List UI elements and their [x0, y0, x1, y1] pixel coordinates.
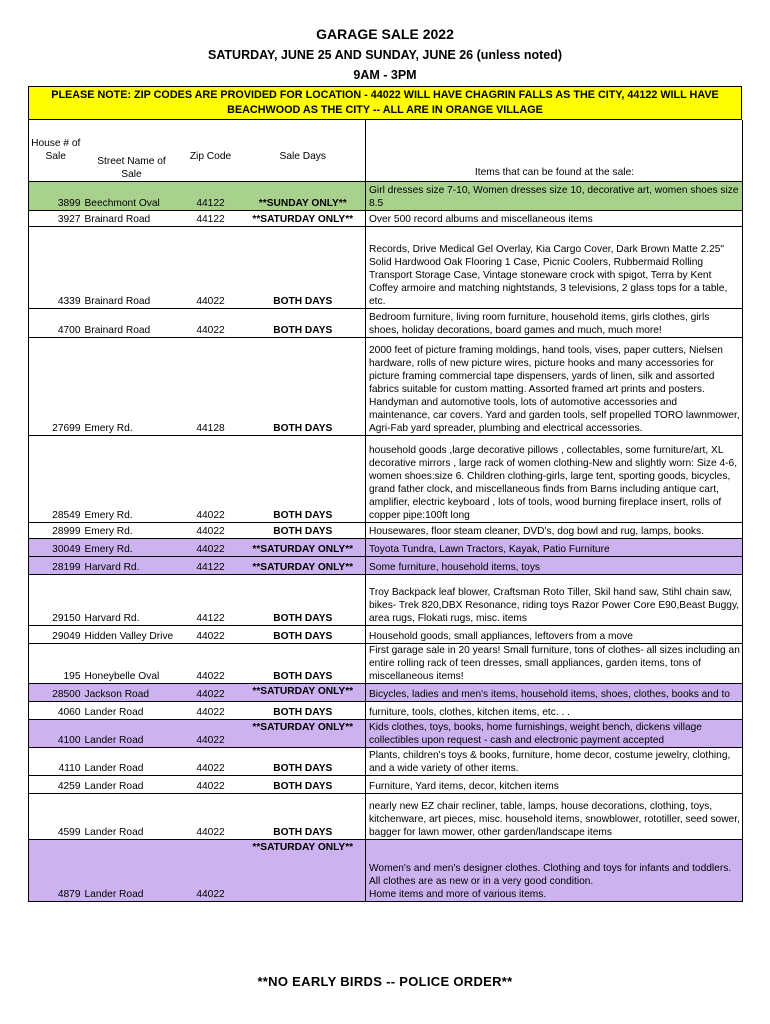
street-name: Emery Rd.: [83, 337, 181, 435]
table-row: [29, 574, 743, 625]
street-name: Lander Road: [83, 747, 181, 775]
sale-days: **SATURDAY ONLY**: [241, 839, 366, 901]
street-name: Lander Road: [83, 719, 181, 747]
zip-code: 44022: [181, 839, 241, 901]
zip-code: 44022: [181, 643, 241, 683]
sale-days: BOTH DAYS: [241, 337, 366, 435]
table-row: [29, 625, 743, 643]
house-number: 28549: [29, 435, 83, 522]
sale-days: BOTH DAYS: [241, 226, 366, 308]
items-description: Kids clothes, toys, books, home furnishings, weight bench, dickens village collectibles upon request - cash and electronic payment accepted: [366, 719, 743, 747]
house-number: 29049: [29, 625, 83, 643]
zip-code: 44122: [181, 556, 241, 574]
street-name: Jackson Road: [83, 683, 181, 701]
house-number: 4339: [29, 226, 83, 308]
table-row: [29, 210, 743, 226]
street-name: Brainard Road: [83, 226, 181, 308]
items-description: nearly new EZ chair recliner, table, lamps, house decorations, clothing, toys, kitchenware, art pieces, misc. household items, snowblower, rototiller, seed sower, bagger for lawn mower, other garden/landscape items: [366, 793, 743, 839]
sale-days: BOTH DAYS: [241, 522, 366, 538]
sale-days: **SATURDAY ONLY**: [241, 210, 366, 226]
column-header-zip: Zip Code: [181, 120, 241, 181]
table-row: [29, 556, 743, 574]
street-name: Honeybelle Oval: [83, 643, 181, 683]
page-subtitle: SATURDAY, JUNE 25 AND SUNDAY, JUNE 26 (unless noted): [207, 48, 563, 62]
zip-code: 44022: [181, 226, 241, 308]
items-description: Plants, children's toys & books, furniture, home decor, costume jewelry, clothing, and a wide variety of other items.: [366, 747, 743, 775]
table-row: [29, 308, 743, 337]
sale-days: BOTH DAYS: [241, 775, 366, 793]
table-row: [29, 775, 743, 793]
sale-days: BOTH DAYS: [241, 643, 366, 683]
sale-days: **SUNDAY ONLY**: [241, 181, 366, 210]
table-row: [29, 435, 743, 522]
sale-hours: 9AM - 3PM: [353, 68, 417, 82]
table-row: [29, 683, 743, 701]
column-header-house: House # of Sale: [29, 120, 83, 181]
zip-code: 44022: [181, 747, 241, 775]
table-row: [29, 181, 743, 210]
items-description: Over 500 record albums and miscellaneous items: [366, 210, 743, 226]
house-number: 4060: [29, 701, 83, 719]
table-row: [29, 337, 743, 435]
table-header-row: [29, 120, 743, 181]
sale-days: **SATURDAY ONLY**: [241, 538, 366, 556]
street-name: Emery Rd.: [83, 538, 181, 556]
items-description: Toyota Tundra, Lawn Tractors, Kayak, Patio Furniture: [366, 538, 743, 556]
table-row: [29, 839, 743, 901]
street-name: Emery Rd.: [83, 435, 181, 522]
zip-code: 44122: [181, 210, 241, 226]
sale-days: **SATURDAY ONLY**: [241, 556, 366, 574]
page-title: GARAGE SALE 2022: [316, 26, 454, 42]
zip-code: 44128: [181, 337, 241, 435]
column-header-days: Sale Days: [241, 120, 366, 181]
house-number: 3927: [29, 210, 83, 226]
sale-days: BOTH DAYS: [241, 701, 366, 719]
items-description: Household goods, small appliances, leftovers from a move: [366, 625, 743, 643]
table-row: [29, 719, 743, 747]
items-description: household goods ,large decorative pillows , collectables, some furniture/art, XL decorative mirrors , large rack of women clothing-New and slightly worn: Size 4-6, women shoes:size 6. Children clothing-girls, large tent, sporting goods, bicycles, grand father clock, and miscellaneous finds from Barns including antique cart, amplifier, electric keyboard , lots of tools, wood burning fireplace insert, rolls of copper pipe:100ft long: [366, 435, 743, 522]
zip-code: 44022: [181, 683, 241, 701]
items-description: Girl dresses size 7-10, Women dresses size 10, decorative art, women shoes size 8.5: [366, 181, 743, 210]
sale-days: BOTH DAYS: [241, 625, 366, 643]
column-header-street: Street Name of Sale: [83, 120, 181, 181]
zip-code: 44122: [181, 574, 241, 625]
zip-code-notice: PLEASE NOTE: ZIP CODES ARE PROVIDED FOR LOCATION - 44022 WILL HAVE CHAGRIN FALLS AS THE CITY, 44122 WILL HAVE BEACHWOOD AS THE CITY -- ALL ARE IN ORANGE VILLAGE: [28, 86, 742, 120]
zip-code: 44022: [181, 719, 241, 747]
house-number: 4599: [29, 793, 83, 839]
footer-notice: **NO EARLY BIRDS -- POLICE ORDER**: [257, 974, 513, 989]
sale-days: BOTH DAYS: [241, 435, 366, 522]
zip-code: 44122: [181, 181, 241, 210]
items-description: Women's and men's designer clothes. Clothing and toys for infants and toddlers. All clothes are as new or in a very good condition. Home items and more of various items.: [366, 839, 743, 901]
house-number: 29150: [29, 574, 83, 625]
garage-sale-table: [28, 120, 743, 902]
items-description: Some furniture, household items, toys: [366, 556, 743, 574]
column-header-items: Items that can be found at the sale:: [366, 120, 743, 181]
items-description: Furniture, Yard items, decor, kitchen items: [366, 775, 743, 793]
street-name: Brainard Road: [83, 210, 181, 226]
items-description: First garage sale in 20 years! Small furniture, tons of clothes- all sizes including an entire rolling rack of teen dresses, small appliances, garden items, tons of miscellaneous items!: [366, 643, 743, 683]
house-number: 30049: [29, 538, 83, 556]
street-name: Harvard Rd.: [83, 574, 181, 625]
street-name: Lander Road: [83, 793, 181, 839]
zip-code: 44022: [181, 522, 241, 538]
house-number: 4700: [29, 308, 83, 337]
house-number: 27699: [29, 337, 83, 435]
house-number: 4110: [29, 747, 83, 775]
house-number: 28999: [29, 522, 83, 538]
street-name: Lander Road: [83, 701, 181, 719]
items-description: Records, Drive Medical Gel Overlay, Kia Cargo Cover, Dark Brown Matte 2.25" Solid Hardwood Oak Flooring 1 Case, Picnic Coolers, Rubbermaid Rolling Transport Storage Case, Vintage stoneware crock with spigot, Terra by Kent Coffey armoire and matching nightstands, 3 televisions, 2 glass tops for a table, etc.: [366, 226, 743, 308]
sale-days: BOTH DAYS: [241, 747, 366, 775]
zip-code: 44022: [181, 793, 241, 839]
sale-days: BOTH DAYS: [241, 308, 366, 337]
sale-days: **SATURDAY ONLY**: [241, 719, 366, 747]
items-description: Housewares, floor steam cleaner, DVD's, dog bowl and rug, lamps, books.: [366, 522, 743, 538]
table-row: [29, 701, 743, 719]
house-number: 195: [29, 643, 83, 683]
house-number: 28199: [29, 556, 83, 574]
street-name: Beechmont Oval: [83, 181, 181, 210]
zip-code: 44022: [181, 538, 241, 556]
table-row: [29, 643, 743, 683]
house-number: 4259: [29, 775, 83, 793]
items-description: 2000 feet of picture framing moldings, hand tools, vises, paper cutters, Nielsen hardware, rolls of new picture wires, picture hooks and many accessories for picture framing commercial tape dispensers, yards of linen, silk and assorted fabrics suitable for custom matting. Assorted framed art prints and posters. Handyman and automotive tools, lots of automotive accessories and maintenance, car covers. Yard and garden tools, self propelled TORO lawnmower, Agri-Fab yard spreader, plumbing and electrical accessories.: [366, 337, 743, 435]
sale-days: **SATURDAY ONLY**: [241, 683, 366, 701]
items-description: Bicycles, ladies and men's items, household items, shoes, clothes, books and to: [366, 683, 743, 701]
table-row: [29, 226, 743, 308]
sale-days: BOTH DAYS: [241, 574, 366, 625]
street-name: Lander Road: [83, 839, 181, 901]
items-description: furniture, tools, clothes, kitchen items, etc. . .: [366, 701, 743, 719]
street-name: Lander Road: [83, 775, 181, 793]
sale-days: BOTH DAYS: [241, 793, 366, 839]
house-number: 4100: [29, 719, 83, 747]
house-number: 4879: [29, 839, 83, 901]
zip-code: 44022: [181, 775, 241, 793]
street-name: Hidden Valley Drive: [83, 625, 181, 643]
zip-code: 44022: [181, 435, 241, 522]
house-number: 28500: [29, 683, 83, 701]
zip-code: 44022: [181, 625, 241, 643]
items-description: Troy Backpack leaf blower, Craftsman Roto Tiller, Skil hand saw, Stihl chain saw, bikes- Trek 820,DBX Resonance, riding toys Razor Power Core E90,Beast Buggy, area rugs, Flokati rugs, misc. items: [366, 574, 743, 625]
house-number: 3899: [29, 181, 83, 210]
street-name: Harvard Rd.: [83, 556, 181, 574]
table-row: [29, 747, 743, 775]
street-name: Brainard Road: [83, 308, 181, 337]
items-description: Bedroom furniture, living room furniture, household items, girls clothes, girls shoes, holiday decorations, board games and much, much more!: [366, 308, 743, 337]
zip-code: 44022: [181, 701, 241, 719]
zip-code: 44022: [181, 308, 241, 337]
table-row: [29, 522, 743, 538]
table-row: [29, 793, 743, 839]
street-name: Emery Rd.: [83, 522, 181, 538]
table-row: [29, 538, 743, 556]
